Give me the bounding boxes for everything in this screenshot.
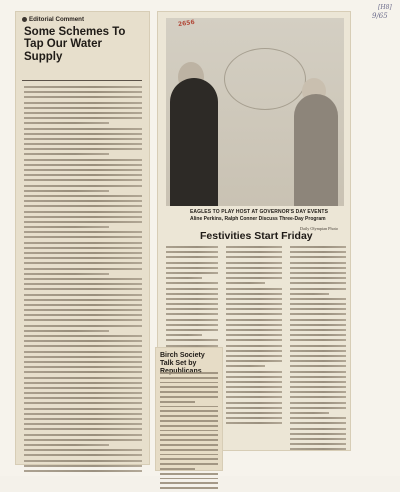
birch-body-text [160, 372, 218, 492]
event-body-column-2 [226, 246, 282, 428]
handwritten-archive-code: [H8] [378, 4, 392, 11]
section-label: Editorial Comment [22, 16, 84, 23]
handwritten-date: 9/65 [372, 12, 388, 20]
divider [22, 80, 142, 81]
editorial-headline: Some Schemes To Tap Our Water Supply [24, 26, 126, 63]
event-body-column-3 [290, 246, 346, 454]
photo-caption-subtitle: Aline Perkins, Ralph Conner Discuss Three-Day Program [190, 216, 326, 222]
event-body-column-1 [166, 246, 218, 350]
red-stamp: 2656 [177, 18, 196, 29]
event-photo [166, 18, 344, 206]
photo-credit: Daily Olympian Photo [300, 226, 338, 231]
photo-caption-title: EAGLES TO PLAY HOST AT GOVERNOR'S DAY EVENTS [190, 209, 329, 215]
birch-headline: Birch Society Talk Set by [160, 352, 205, 367]
editorial-body-text [24, 86, 142, 475]
event-headline: Festivities Start Friday [200, 230, 313, 242]
bullet-icon [22, 17, 27, 22]
